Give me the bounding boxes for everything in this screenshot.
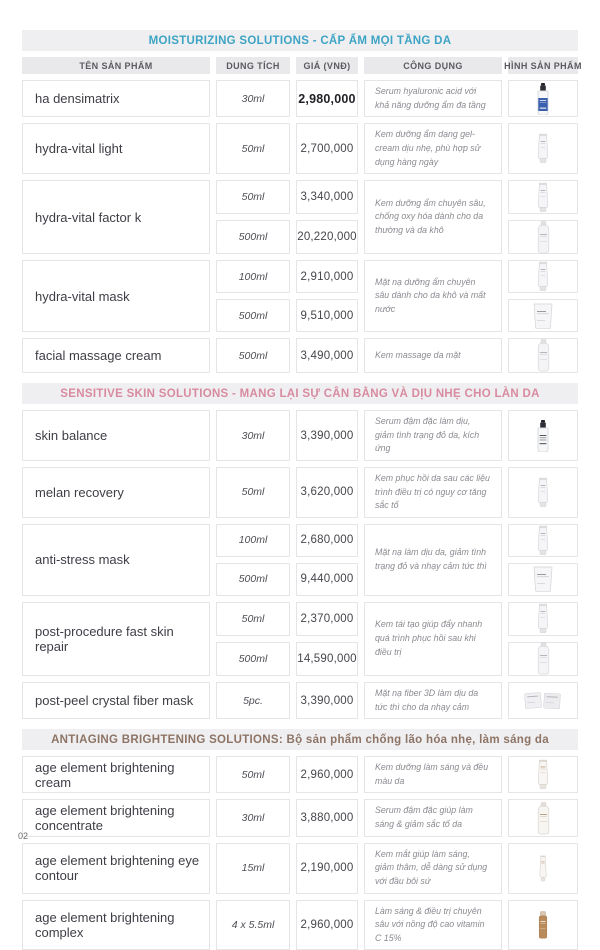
price-value: 9,510,000 <box>301 310 354 322</box>
product-image-cell <box>508 338 578 373</box>
price-cell <box>296 642 358 676</box>
jar-icon <box>532 566 554 592</box>
price-value: 2,980,000 <box>298 92 355 106</box>
jar-icon <box>532 303 554 329</box>
usage-description-text: Kem mắt giúp làm sáng, giảm thâm, dễ dàng sử dụng với đầu bôi sứ <box>375 848 491 889</box>
product-name-cell <box>22 410 210 461</box>
price-value: 2,680,000 <box>301 534 354 546</box>
volume-value: 30ml <box>242 430 265 442</box>
price-cell <box>296 563 358 596</box>
usage-description-text: Serum đậm đặc giúp làm sáng & giảm sắc tố da <box>375 804 491 831</box>
product-image-column <box>508 467 578 518</box>
section-title: ANTIAGING BRIGHTENING SOLUTIONS: Bộ sản phẩm chống lão hóa nhẹ, làm sáng da <box>51 734 549 746</box>
usage-description-text: Serum hyaluronic acid với khả năng dưỡng ẩm đa tầng <box>375 85 491 112</box>
price-value: 3,490,000 <box>301 350 354 362</box>
volume-value: 100ml <box>239 534 268 546</box>
usage-description-cell <box>364 338 502 373</box>
dropper-icon <box>535 420 551 452</box>
price-column <box>296 900 358 950</box>
volume-value: 500ml <box>239 653 268 665</box>
product-name: anti-stress mask <box>35 552 130 567</box>
price-cell <box>296 682 358 719</box>
product-name-cell <box>22 799 210 836</box>
product-name: hydra-vital mask <box>35 289 130 304</box>
product-name: post-procedure fast skin repair <box>35 624 209 654</box>
volume-cell <box>216 180 290 214</box>
product-name-cell <box>22 80 210 117</box>
product-name-cell <box>22 900 210 950</box>
product-image-column <box>508 900 578 950</box>
usage-description-cell <box>364 524 502 596</box>
column-header-product-image: HÌNH SẢN PHẨM <box>508 57 578 74</box>
product-row <box>22 410 578 461</box>
volume-cell <box>216 260 290 293</box>
price-column <box>296 260 358 332</box>
volume-cell <box>216 563 290 596</box>
volume-cell <box>216 80 290 117</box>
volume-column <box>216 80 290 117</box>
price-column <box>296 80 358 117</box>
section-title: MOISTURIZING SOLUTIONS - CẤP ẨM MỌI TẦNG DA <box>149 35 452 47</box>
price-value: 2,910,000 <box>301 271 354 283</box>
product-image-column <box>508 524 578 596</box>
volume-value: 50ml <box>242 486 265 498</box>
product-image-cell <box>508 642 578 676</box>
product-image-cell <box>508 123 578 174</box>
product-image-cell <box>508 563 578 596</box>
product-image-cell <box>508 756 578 793</box>
price-value: 20,220,000 <box>297 231 357 243</box>
product-name-cell <box>22 123 210 174</box>
product-name-cell <box>22 843 210 894</box>
usage-description-text: Kem tái tạo giúp đẩy nhanh quá trình phục hồi sau khi điều trị <box>375 618 491 659</box>
volume-column <box>216 602 290 676</box>
volume-cell <box>216 843 290 894</box>
volume-column <box>216 260 290 332</box>
section-band <box>22 30 578 51</box>
volume-column <box>216 123 290 174</box>
volume-value: 50ml <box>242 191 265 203</box>
product-image-column <box>508 80 578 117</box>
section-band <box>22 383 578 404</box>
tube-icon <box>536 477 550 508</box>
product-image-column <box>508 410 578 461</box>
volume-value: 50ml <box>242 613 265 625</box>
volume-cell <box>216 220 290 254</box>
product-name: age element brightening concentrate <box>35 803 209 833</box>
product-name: ha densimatrix <box>35 91 120 106</box>
price-cell <box>296 602 358 636</box>
price-column <box>296 799 358 836</box>
volume-cell <box>216 900 290 950</box>
product-name: age element brightening cream <box>35 760 209 790</box>
volume-value: 100ml <box>239 271 268 283</box>
volume-column <box>216 756 290 793</box>
usage-description-text: Kem massage da mặt <box>375 349 461 363</box>
bottle-icon <box>537 642 550 675</box>
price-column <box>296 180 358 254</box>
usage-description-cell <box>364 602 502 676</box>
section-rows <box>22 80 578 373</box>
usage-description-cell <box>364 410 502 461</box>
sections-container <box>22 30 578 950</box>
price-value: 2,960,000 <box>301 769 354 781</box>
product-image-column <box>508 843 578 894</box>
price-cell <box>296 799 358 836</box>
usage-description-cell <box>364 260 502 332</box>
price-value: 2,700,000 <box>301 143 354 155</box>
section-band <box>22 729 578 750</box>
product-name: post-peel crystal fiber mask <box>35 693 193 708</box>
product-name: melan recovery <box>35 485 124 500</box>
price-column <box>296 123 358 174</box>
tube-icon <box>536 182 550 213</box>
usage-description-cell <box>364 900 502 950</box>
volume-cell <box>216 602 290 636</box>
usage-description-text: Kem dưỡng ẩm dạng gel-cream dịu nhẹ, phù hợp sử dụng hàng ngày <box>375 128 491 169</box>
price-column <box>296 602 358 676</box>
volume-cell <box>216 642 290 676</box>
section-rows <box>22 410 578 719</box>
price-cell <box>296 80 358 117</box>
tube-tan-icon <box>536 759 550 790</box>
product-image-column <box>508 602 578 676</box>
product-image-cell <box>508 299 578 332</box>
volume-cell <box>216 299 290 332</box>
price-value: 3,390,000 <box>301 430 354 442</box>
volume-cell <box>216 682 290 719</box>
volume-cell <box>216 123 290 174</box>
product-image-cell <box>508 220 578 254</box>
volume-cell <box>216 410 290 461</box>
price-column <box>296 524 358 596</box>
product-image-cell <box>508 80 578 117</box>
tube-icon <box>536 133 550 164</box>
sachets-icon <box>524 690 562 712</box>
product-image-cell <box>508 180 578 214</box>
product-name-cell <box>22 602 210 676</box>
price-column <box>296 410 358 461</box>
volume-value: 50ml <box>242 143 265 155</box>
usage-description-text: Mặt nạ fiber 3D làm dịu da tức thì cho da nhạy cảm <box>375 687 491 714</box>
usage-description-cell <box>364 756 502 793</box>
product-row <box>22 338 578 373</box>
product-name: hydra-vital light <box>35 141 122 156</box>
price-value: 3,880,000 <box>301 812 354 824</box>
volume-value: 500ml <box>239 573 268 585</box>
price-value: 14,590,000 <box>297 653 357 665</box>
volume-column <box>216 843 290 894</box>
volume-column <box>216 682 290 719</box>
tube-small-icon <box>538 855 548 882</box>
volume-column <box>216 338 290 373</box>
product-name: age element brightening eye contour <box>35 853 209 883</box>
product-image-cell <box>508 602 578 636</box>
usage-description-cell <box>364 80 502 117</box>
volume-cell <box>216 338 290 373</box>
product-image-column <box>508 260 578 332</box>
product-image-column <box>508 338 578 373</box>
product-name-cell <box>22 524 210 596</box>
product-image-cell <box>508 524 578 557</box>
price-cell <box>296 843 358 894</box>
volume-value: 500ml <box>239 310 268 322</box>
price-cell <box>296 467 358 518</box>
product-row <box>22 260 578 332</box>
product-image-cell <box>508 467 578 518</box>
vial-amber-icon <box>537 911 549 939</box>
usage-description-text: Kem phục hồi da sau các liệu trình điều trị có nguy cơ tăng sắc tố <box>375 472 491 513</box>
column-header-usage: CÔNG DỤNG <box>364 57 502 74</box>
usage-description-cell <box>364 799 502 836</box>
product-image-cell <box>508 682 578 719</box>
price-cell <box>296 900 358 950</box>
price-cell <box>296 299 358 332</box>
product-name-cell <box>22 467 210 518</box>
dropper-blue-icon <box>535 83 551 115</box>
price-column <box>296 843 358 894</box>
usage-description-cell <box>364 123 502 174</box>
product-image-cell <box>508 260 578 293</box>
price-column <box>296 338 358 373</box>
product-row <box>22 843 578 894</box>
price-value: 3,620,000 <box>301 486 354 498</box>
price-cell <box>296 180 358 214</box>
volume-cell <box>216 756 290 793</box>
page-number: 02 <box>18 831 28 841</box>
tube-icon <box>536 261 550 292</box>
product-row <box>22 602 578 676</box>
usage-description-cell <box>364 467 502 518</box>
product-row <box>22 756 578 793</box>
bottle-icon <box>537 339 550 372</box>
volume-column <box>216 180 290 254</box>
volume-column <box>216 900 290 950</box>
tube-icon <box>536 603 550 634</box>
price-value: 9,440,000 <box>301 573 354 585</box>
product-row <box>22 682 578 719</box>
product-image-column <box>508 756 578 793</box>
usage-description-text: Mặt nạ dưỡng ẩm chuyên sâu dành cho da khô và mất nước <box>375 276 491 317</box>
bottle-tan-icon <box>537 802 550 835</box>
volume-column <box>216 799 290 836</box>
product-name-cell <box>22 260 210 332</box>
product-name: age element brightening complex <box>35 910 209 940</box>
price-cell <box>296 756 358 793</box>
product-image-column <box>508 799 578 836</box>
column-header-price: GIÁ (VNĐ) <box>296 57 358 74</box>
column-header-product-name: TÊN SẢN PHẨM <box>22 57 210 74</box>
usage-description-cell <box>364 180 502 254</box>
product-name-cell <box>22 756 210 793</box>
volume-column <box>216 524 290 596</box>
product-name-cell <box>22 682 210 719</box>
price-value: 2,190,000 <box>301 862 354 874</box>
price-cell <box>296 524 358 557</box>
product-image-cell <box>508 799 578 836</box>
volume-value: 50ml <box>242 769 265 781</box>
usage-description-text: Serum đậm đặc làm dịu, giảm tình trạng đỏ da, kích ứng <box>375 415 491 456</box>
product-name: skin balance <box>35 428 107 443</box>
usage-description-cell <box>364 682 502 719</box>
price-cell <box>296 410 358 461</box>
product-image-column <box>508 123 578 174</box>
price-value: 2,960,000 <box>301 919 354 931</box>
volume-value: 500ml <box>239 231 268 243</box>
volume-cell <box>216 799 290 836</box>
volume-value: 15ml <box>242 862 265 874</box>
product-image-column <box>508 180 578 254</box>
volume-column <box>216 467 290 518</box>
product-row <box>22 80 578 117</box>
table-header-row <box>22 57 578 74</box>
tube-icon <box>536 525 550 556</box>
product-image-cell <box>508 843 578 894</box>
section-rows <box>22 756 578 950</box>
volume-value: 4 x 5.5ml <box>232 919 275 931</box>
price-cell <box>296 338 358 373</box>
usage-description-cell <box>364 843 502 894</box>
product-image-cell <box>508 410 578 461</box>
product-name-cell <box>22 180 210 254</box>
usage-description-text: Mặt nạ làm dịu da, giảm tình trạng đỏ và nhạy cảm tức thì <box>375 546 491 573</box>
price-column <box>296 756 358 793</box>
price-column <box>296 682 358 719</box>
product-name: facial massage cream <box>35 348 161 363</box>
product-row <box>22 524 578 596</box>
product-row <box>22 123 578 174</box>
product-image-column <box>508 682 578 719</box>
product-name: hydra-vital factor k <box>35 210 141 225</box>
product-row <box>22 180 578 254</box>
volume-value: 500ml <box>239 350 268 362</box>
volume-column <box>216 410 290 461</box>
volume-cell <box>216 524 290 557</box>
volume-value: 30ml <box>242 93 265 105</box>
column-header-volume: DUNG TÍCH <box>216 57 290 74</box>
product-name-cell <box>22 338 210 373</box>
product-row <box>22 467 578 518</box>
section-title: SENSITIVE SKIN SOLUTIONS - MANG LẠI SỰ CÂN BẰNG VÀ DỊU NHẸ CHO LÀN DA <box>60 388 539 400</box>
price-cell <box>296 220 358 254</box>
price-value: 2,370,000 <box>301 613 354 625</box>
price-column <box>296 467 358 518</box>
usage-description-text: Kem dưỡng ẩm chuyên sâu, chống oxy hóa dành cho da thường và da khô <box>375 197 491 238</box>
volume-value: 30ml <box>242 812 265 824</box>
volume-value: 5pc. <box>243 695 263 707</box>
price-value: 3,390,000 <box>301 695 354 707</box>
usage-description-text: Kem dưỡng làm sáng và đều màu da <box>375 761 491 788</box>
product-row <box>22 900 578 950</box>
volume-cell <box>216 467 290 518</box>
product-row <box>22 799 578 836</box>
price-value: 3,340,000 <box>301 191 354 203</box>
price-cell <box>296 260 358 293</box>
bottle-icon <box>537 221 550 254</box>
usage-description-text: Làm sáng & điều trị chuyên sâu với nồng độ cao vitamin C 15% <box>375 905 491 946</box>
product-image-cell <box>508 900 578 950</box>
price-cell <box>296 123 358 174</box>
